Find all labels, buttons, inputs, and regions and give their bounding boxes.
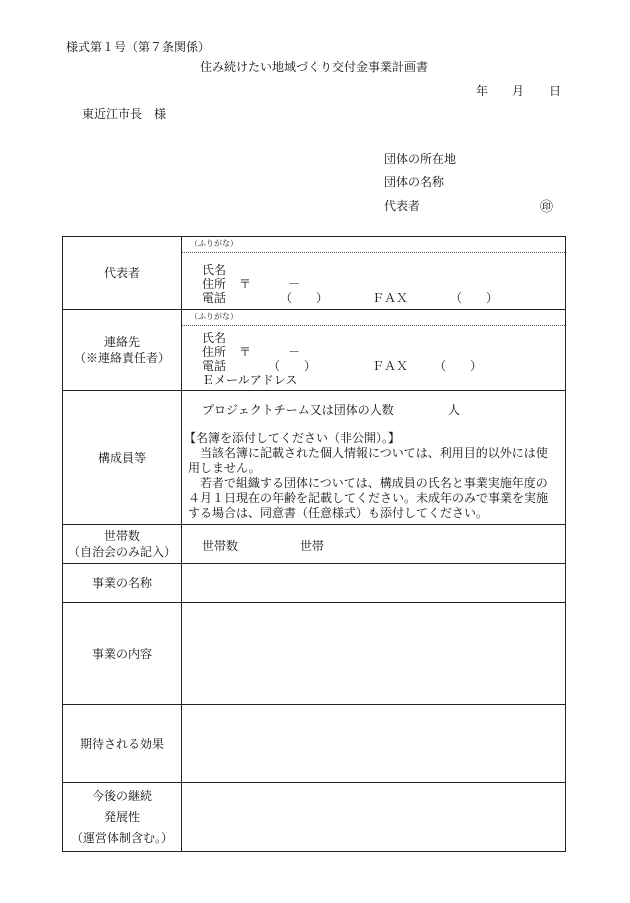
date-month-label: 月 (512, 84, 525, 98)
expected-effect-field[interactable] (182, 705, 566, 783)
date-year-label: 年 (476, 84, 489, 98)
group-name-label: 団体の名称 (384, 175, 445, 189)
form-number: 様式第１号（第７条関係） (66, 40, 211, 54)
row-project-name (63, 564, 566, 603)
members-fields[interactable] (182, 391, 566, 525)
rep-address-label: 住所 (202, 277, 227, 291)
contact-furigana: （ふりがな） (182, 310, 565, 326)
representative-furigana: （ふりがな） (182, 237, 565, 253)
member-roster-note: 【名簿を添付してください（非公開）。】 当該名簿に記載された個人情報については、利用目的以外には使 用しません。 若者で組織する団体については、構成員の氏名と事業実施年度の ４月１日現在の年齢を記載してください。未成年のみで事業を実施 する場合は、同意書（任意様式）も添付してください。 (184, 431, 549, 520)
project-content-label: 事業の内容 (63, 603, 182, 705)
row-members (63, 391, 566, 525)
contact-email-label: Ｅメールアドレス (202, 373, 298, 387)
contact-fields[interactable] (182, 310, 566, 391)
rep-postal-dash: － (288, 277, 301, 291)
project-content-field[interactable] (182, 603, 566, 705)
contact-address-label: 住所 (202, 345, 227, 359)
rep-fax-areacode: （ ） (450, 291, 499, 305)
rep-phone-areacode: （ ） (280, 291, 329, 305)
contact-name-label: 氏名 (202, 331, 227, 345)
document-title: 住み続けたい地域づくり交付金事業計画書 (200, 60, 429, 74)
seal-mark: ㊞ (540, 200, 554, 215)
future-development-field[interactable] (182, 783, 566, 852)
representative-label: 代表者 (63, 237, 182, 310)
row-project-content (63, 603, 566, 705)
members-label: 構成員等 (63, 391, 182, 525)
member-count-text: プロジェクトチーム又は団体の人数 (202, 403, 394, 417)
plan-form-table (62, 236, 566, 852)
project-name-label: 事業の名称 (63, 564, 182, 603)
rep-name-label: 氏名 (202, 263, 227, 277)
date-day-label: 日 (549, 84, 562, 98)
row-representative (63, 237, 566, 310)
row-households (63, 525, 566, 564)
contact-phone-areacode: （ ） (268, 359, 317, 373)
households-fields[interactable] (182, 525, 566, 564)
contact-label: 連絡先 （※連絡責任者） (63, 310, 182, 391)
contact-phone-label: 電話 (202, 359, 227, 373)
rep-postal-mark: 〒 (239, 277, 252, 291)
contact-postal-mark: 〒 (239, 345, 252, 359)
contact-fax-label: ＦＡＸ (372, 359, 409, 373)
household-count-label: 世帯数 (202, 539, 239, 553)
rep-phone-label: 電話 (202, 291, 227, 305)
row-expected-effect (63, 705, 566, 783)
future-development-label: 今後の継続 発展性 （運営体制含む。） (63, 783, 182, 852)
households-label: 世帯数 （自治会のみ記入） (63, 525, 182, 564)
expected-effect-label: 期待される効果 (63, 705, 182, 783)
representative-fields[interactable] (182, 237, 566, 310)
addressee: 東近江市長 様 (82, 107, 167, 121)
group-location-label: 団体の所在地 (384, 152, 457, 166)
member-count-unit: 人 (448, 403, 461, 417)
contact-postal-dash: － (288, 345, 301, 359)
project-name-field[interactable] (182, 564, 566, 603)
group-representative-label: 代表者 (384, 199, 421, 213)
row-future-development (63, 783, 566, 852)
household-count-unit: 世帯 (300, 539, 325, 553)
rep-fax-label: ＦＡＸ (372, 291, 409, 305)
contact-fax-areacode: （ ） (434, 359, 483, 373)
row-contact (63, 310, 566, 391)
